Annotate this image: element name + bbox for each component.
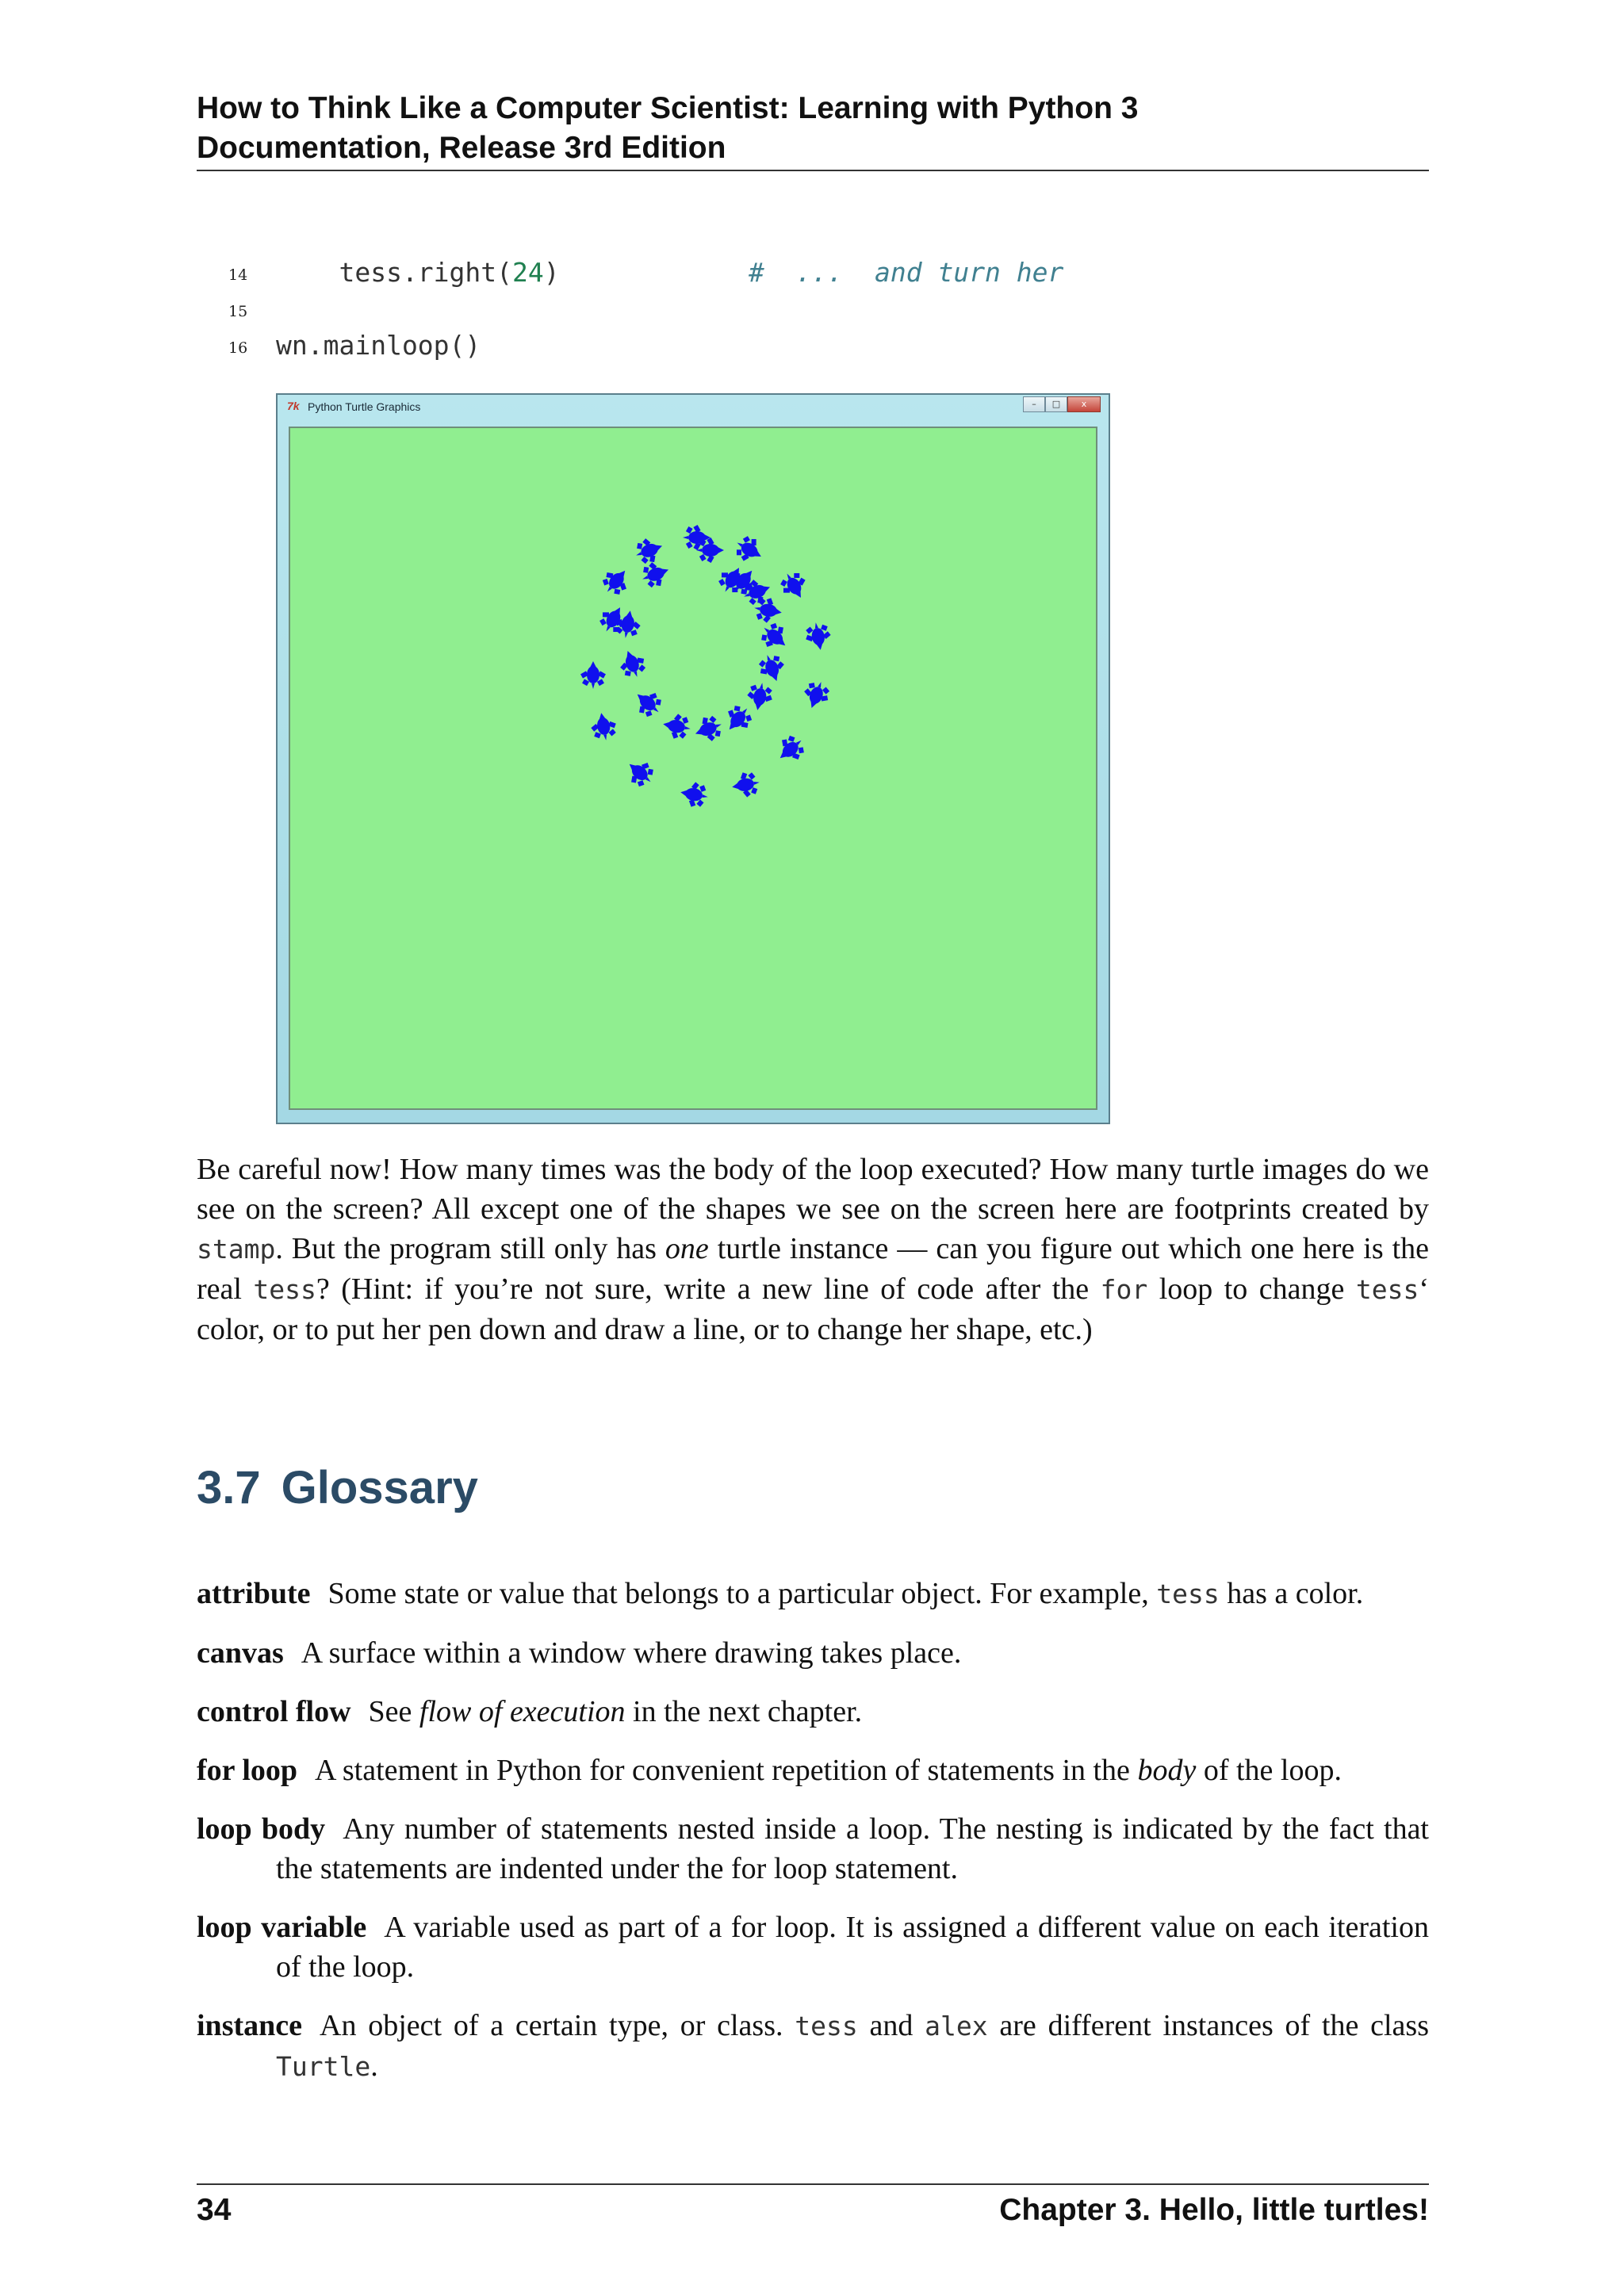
paragraph-text: . But the program still only has [275,1232,665,1265]
paragraph-text: Be careful now! How many times was the body of the loop executed? How many turtle images do we see on the screen? All except one of the shapes we see on the screen here are footprints created by [197,1153,1429,1226]
turtle-stamp [678,780,710,810]
code-line-16 [225,327,1256,363]
turtle-stamp [621,754,658,791]
section-title: Glossary [281,1462,478,1513]
turtle-stamp [776,568,812,604]
turtle-stamp [719,700,756,737]
maximize-button[interactable]: □ [1045,396,1067,412]
paragraph-text: ‘ color, or to put her pen down and draw a line, or to change her shape, etc.) [197,1272,1429,1346]
window-controls [1023,396,1101,412]
glossary-entry-control-flow [197,1692,1429,1732]
turtle-stamp [638,558,673,591]
turtle-stamp [616,647,649,682]
paragraph-text: loop to change [1147,1272,1356,1306]
turtle-stamp [800,678,833,713]
inline-code-alex: alex [925,2011,988,2042]
glossary-term: loop body [197,1812,326,1846]
glossary-entry-instance [197,2006,1429,2087]
glossary-term: attribute [197,1577,311,1610]
code-segment: tess.right( [276,257,513,288]
inline-code-for: for [1100,1274,1148,1305]
tk-app-icon: 7k [287,400,300,412]
section-number: 3.7 [197,1462,261,1513]
running-header [197,89,1427,168]
glossary-definition: A surface within a window where drawing takes place. [301,1636,962,1670]
code-number-literal: 24 [512,257,544,288]
paragraph-text: ? (Hint: if you’re not sure, write a new line of code after the [316,1272,1101,1306]
turtle-stamp [691,713,726,746]
glossary-entry-loop-variable [197,1908,1429,1987]
glossary-term: instance [197,2009,302,2042]
glossary-entry-loop-body [197,1809,1429,1888]
inline-code-tess: tess [795,2011,858,2042]
glossary-definition: See [368,1695,419,1728]
code-text: wn.mainloop() [276,330,481,361]
section-heading [197,1460,478,1516]
line-number: 15 [228,303,248,320]
turtle-stamp [756,618,793,656]
glossary-entry-attribute [197,1574,1429,1614]
turtle-canvas [289,427,1097,1110]
turtle-stamp [580,661,606,689]
glossary-term: for loop [197,1754,298,1787]
turtle-stamp [756,651,789,686]
code-segment: ) [543,257,749,288]
body-paragraph [197,1150,1429,1349]
line-number: 16 [228,339,248,357]
window-title: Python Turtle Graphics [308,400,421,413]
close-button[interactable]: x [1067,396,1101,412]
inline-code-tess: tess [1156,1578,1220,1609]
code-listing [225,254,1256,363]
turtle-stamp [753,595,784,626]
glossary-definition: of the loop. [1196,1754,1342,1787]
turtle-graphics-window [276,393,1110,1124]
footer-page-number: 34 [197,2193,232,2227]
header-rule [197,170,1429,171]
turtle-stamp [598,562,635,599]
glossary-link-flow-of-execution[interactable]: flow of execution [419,1695,626,1728]
inline-code-stamp: stamp [197,1234,276,1265]
turtle-stamp [632,534,667,568]
turtle-stamp [803,621,833,652]
header-title-line-2: Documentation, Release 3rd Edition [197,131,726,165]
glossary-definition: Some state or value that belongs to a particular object. For example, [327,1577,1157,1610]
line-number: 14 [228,266,248,284]
inline-code-turtle: Turtle [276,2051,371,2082]
turtle-stamp [661,712,692,742]
emphasis-one: one [665,1232,709,1265]
header-title-line-1: How to Think Like a Computer Scientist: Learning with Python 3 [197,91,1139,125]
glossary-definition: A variable used as part of a for loop. It is assigned a different value on each iteration of the loop. [276,1911,1429,1984]
glossary-definition: has a color. [1219,1577,1364,1610]
code-comment: # ... and turn her [749,257,1064,288]
glossary-term: control flow [197,1695,351,1728]
glossary-term: loop variable [197,1911,367,1944]
paragraph-text: turtle instance — can you figure out which one here is the real [197,1232,1429,1306]
glossary-definition: are different instances of the class [987,2009,1429,2042]
glossary-term: canvas [197,1636,284,1670]
inline-code-tess: tess [253,1274,316,1305]
turtle-stamp [745,681,776,713]
glossary-definition: Any number of statements nested inside a loop. The nesting is indicated by the fact that the statements are indented under the for loop statement. [276,1812,1429,1885]
turtle-stamp [629,684,666,721]
glossary-definition: and [857,2009,925,2042]
code-line-15 [225,290,1256,327]
glossary-definition: A statement in Python for convenient repetition of statements in the [315,1754,1138,1787]
glossary-link-body[interactable]: body [1137,1754,1197,1787]
turtle-stamp [772,731,809,768]
minimize-button[interactable]: – [1023,396,1045,412]
glossary-entry-canvas [197,1633,1429,1673]
glossary-list [197,1574,1429,2087]
turtle-stamp [589,710,619,742]
window-titlebar[interactable] [278,395,1109,419]
turtle-stamps-drawing [290,428,1096,1108]
code-line-14 [225,254,1256,290]
glossary-entry-for-loop [197,1751,1429,1790]
turtle-stamp [730,770,761,800]
glossary-definition: . [370,2049,378,2083]
inline-code-tess: tess [1355,1274,1419,1305]
glossary-definition: An object of a certain type, or class. [320,2009,795,2042]
code-text [276,257,1063,288]
turtle-stamp [731,532,768,568]
footer-chapter-title: Chapter 3. Hello, little turtles! [999,2193,1429,2227]
footer-rule [197,2183,1429,2185]
glossary-definition: in the next chapter. [625,1695,863,1728]
